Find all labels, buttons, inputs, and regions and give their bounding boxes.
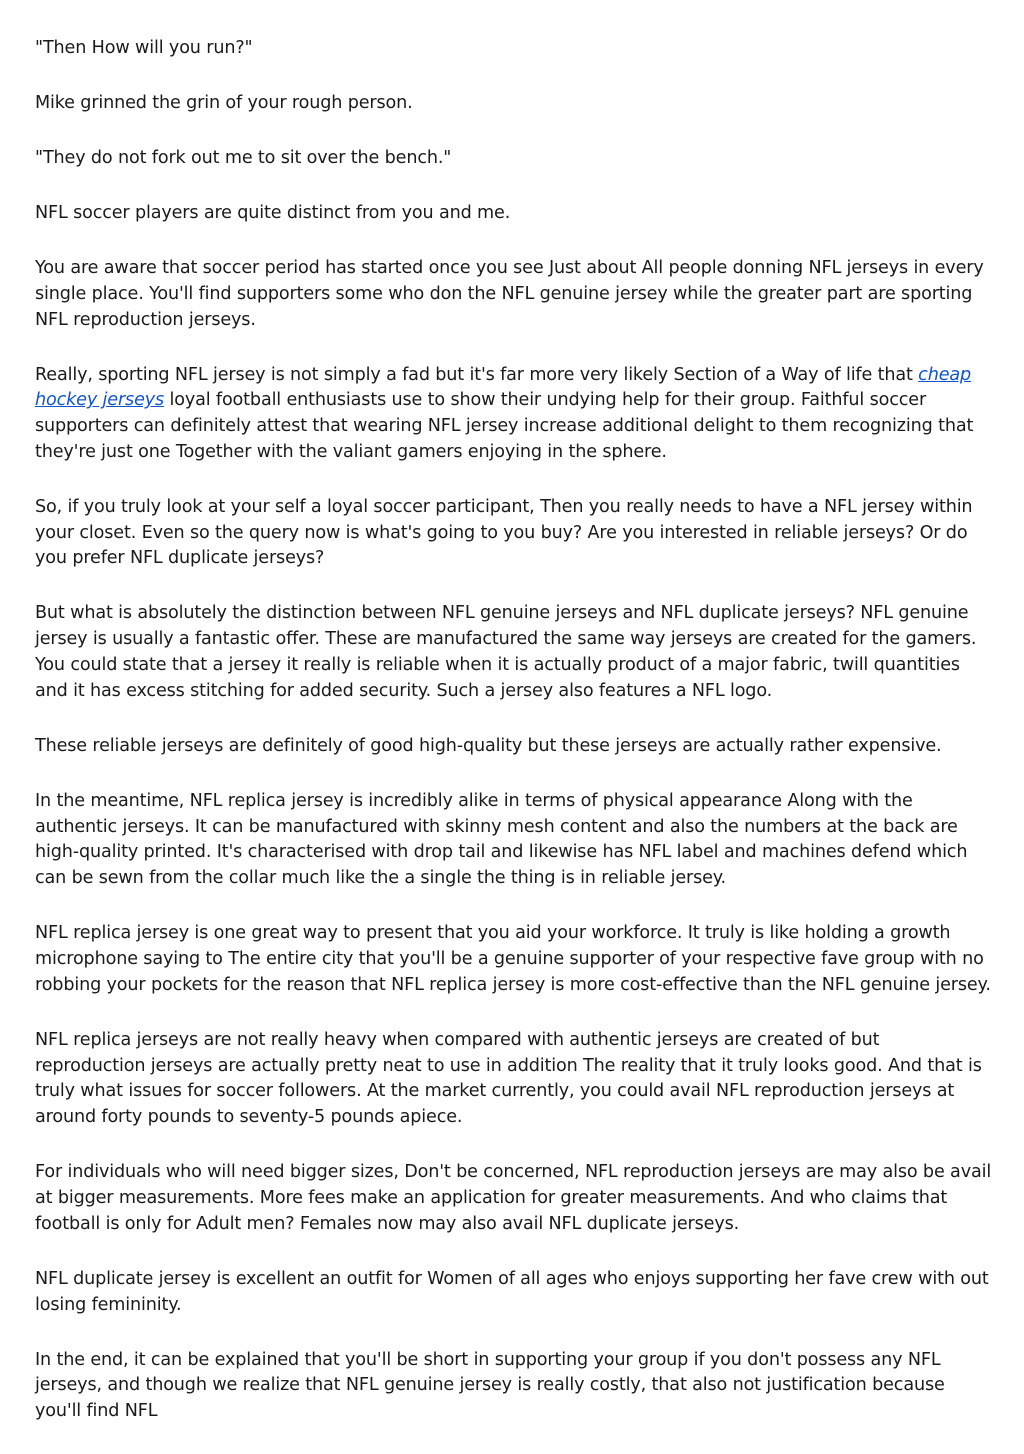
paragraph-6-before: Really, sporting NFL jersey is not simply a fad but it's far more very likely Section of a Way of life that (35, 364, 919, 385)
paragraph-2: Mike grinned the grin of your rough person. (35, 92, 413, 113)
paragraph-3: "They do not fork out me to sit over the bench." (35, 147, 452, 168)
paragraph-7: So, if you truly look at your self a loyal soccer participant, Then you really needs to have a NFL jersey within your closet. Even so the query now is what's going to you buy? Are you interested in reliable jerseys? Or do you prefer NFL duplicate jerseys? (35, 496, 973, 569)
paragraph-12: NFL replica jerseys are not really heavy when compared with authentic jerseys are created of but reproduction jerseys are actually pretty neat to use in addition The reality that it truly looks good. And that is truly what issues for soccer followers. At the market currently, you could avail NFL reproduction jerseys at around forty pounds to seventy-5 pounds apiece. (35, 1029, 982, 1128)
paragraph-1: "Then How will you run?" (35, 38, 253, 58)
paragraph-14: NFL duplicate jersey is excellent an outfit for Women of all ages who enjoys supporting her fave crew with out losing femininity. (35, 1268, 989, 1315)
paragraph-9: These reliable jerseys are definitely of good high-quality but these jerseys are actually rather expensive. (35, 735, 942, 756)
paragraph-6 (35, 363, 995, 466)
cheap-hockey-jerseys-link[interactable]: cheap hockey jerseys (35, 364, 972, 411)
paragraph-5: You are aware that soccer period has started once you see Just about All people donning NFL jerseys in every single place. You'll find supporters some who don the NFL genuine jersey while the greater part are sporting NFL reproduction jerseys. (35, 257, 984, 330)
paragraph-10: In the meantime, NFL replica jersey is incredibly alike in terms of physical appearance Along with the authentic jerseys. It can be manufactured with skinny mesh content and also the numbers at the back are high-quality printed. It's characterised with drop tail and likewise has NFL label and machines defend which can be sewn from the collar much like the a single the thing is in reliable jersey. (35, 790, 968, 889)
paragraph-4: NFL soccer players are quite distinct from you and me. (35, 202, 511, 223)
paragraph-11: NFL replica jersey is one great way to present that you aid your workforce. It truly is like holding a growth microphone saying to The entire city that you'll be a genuine supporter of your respective fave group with no robbing your pockets for the reason that NFL replica jersey is more cost-effective than the NFL genuine jersey. (35, 923, 991, 995)
paragraph-13: For individuals who will need bigger sizes, Don't be concerned, NFL reproduction jerseys are may also be avail at bigger measurements. More fees make an application for greater measurements. And who claims that football is only for Adult men? Females now may also avail NFL duplicate jerseys. (35, 1162, 992, 1234)
document-page (35, 36, 995, 1454)
paragraph-6-after: loyal football enthusiasts use to show their undying help for their group. Faithful soccer supporters can definitely attest that wearing NFL jersey increase additional delight to them recognizing that they're just one Together with the valiant gamers enjoying in the sphere. (35, 390, 974, 462)
paragraph-8: But what is absolutely the distinction between NFL genuine jerseys and NFL duplicate jerseys? NFL genuine jersey is usually a fantastic offer. These are manufactured the same way jerseys are created for the gamers. You could state that a jersey it really is reliable when it is actually product of a major fabric, twill quantities and it has excess stitching for added security. Such a jersey also features a NFL logo. (35, 603, 977, 701)
paragraph-15: In the end, it can be explained that you'll be short in supporting your group if you don't possess any NFL jerseys, and though we realize that NFL genuine jersey is really costly, that also not justification because you'll find NFL (35, 1349, 945, 1422)
